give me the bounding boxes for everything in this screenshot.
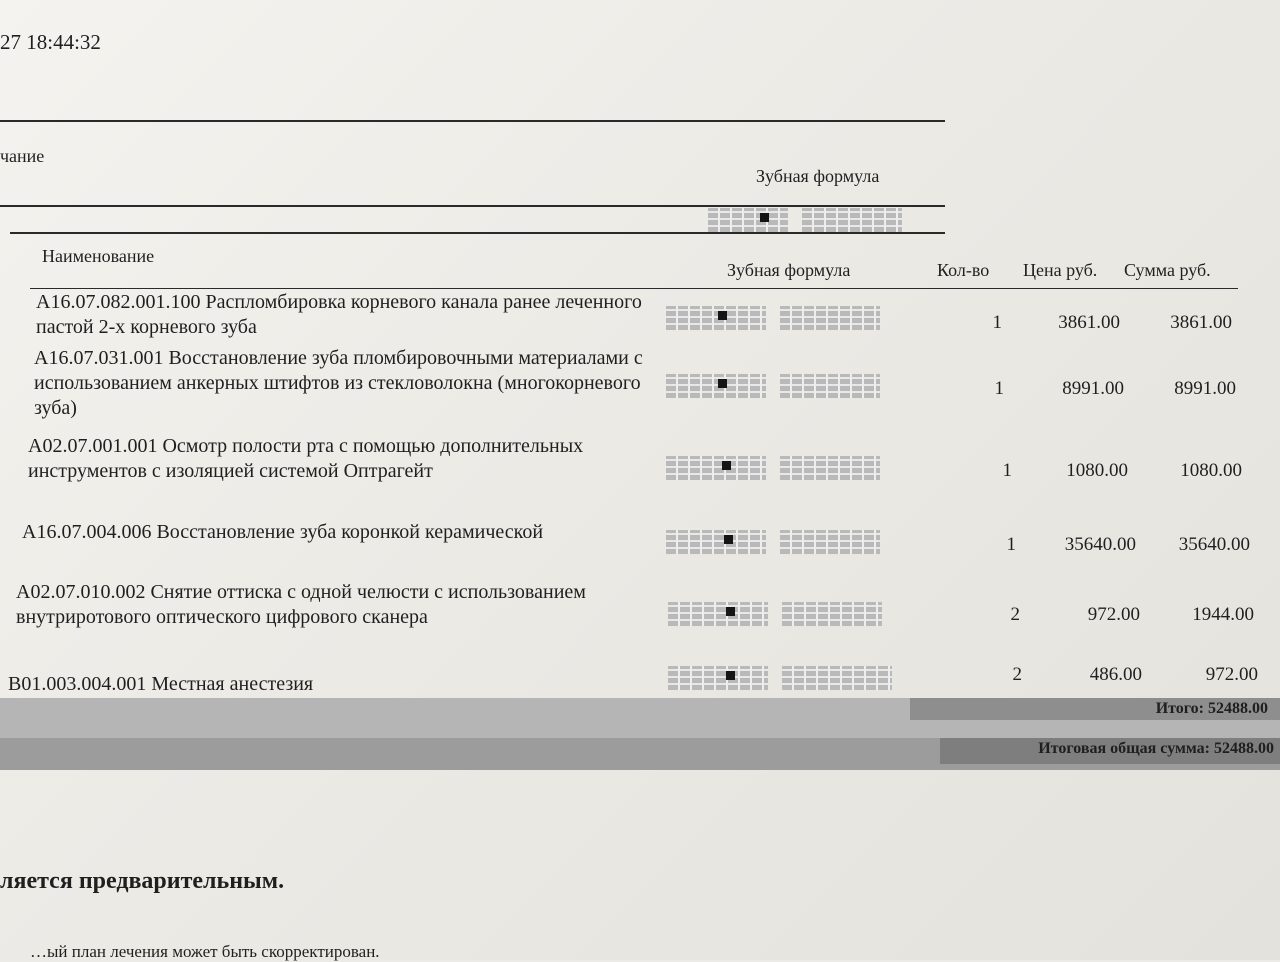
selected-tooth-marker [718,379,727,388]
service-name: A02.07.001.001 Осмотр полости рта с помощью дополнительных инструментов с изоляцией системой Оптрагейт [28,435,584,482]
qty-cell: 1 [1002,460,1012,481]
tooth-quadrant [666,374,766,398]
table-top-rule [10,232,945,234]
sum-cell: 972.00 [1205,664,1258,685]
service-name: A16.07.082.001.100 Распломбировка корневого канала ранее леченного пастой 2-х корневого зуба [36,291,642,338]
price-cell: 35640.00 [1064,534,1136,555]
sum-cell: 1944.00 [1192,604,1254,625]
tooth-quadrant [666,456,766,480]
service-name: A02.07.010.002 Снятие оттиска с одной челюсти с использованием внутриротового оптического цифрового сканера [16,581,586,628]
price-cell: 486.00 [1089,664,1142,685]
tooth-formula [666,306,880,330]
qty-cell: 1 [992,312,1002,333]
selected-tooth-marker [726,607,735,616]
qty-cell: 1 [994,378,1004,399]
tooth-formula [666,530,880,554]
header-partial-label: чание [0,146,45,166]
tooth-formula [668,602,882,626]
tooth-quadrant [782,602,882,626]
footer-note: …ый план лечения может быть скорректирован. [30,942,380,961]
header-tooth-formula [708,208,902,232]
service-name: A16.07.004.006 Восстановление зуба коронкой керамической [22,521,544,543]
header-formula-label: Зубная формула [756,166,880,186]
price-cell: 8991.00 [1062,378,1124,399]
service-name: B01.003.004.001 Местная анестезия [8,673,314,695]
col-header-qty: Кол-во [937,260,990,280]
col-header-sum: Сумма руб. [1124,260,1211,280]
tooth-quadrant [780,456,880,480]
print-timestamp: 27 18:44:32 [0,30,101,54]
tooth-quadrant [782,666,892,690]
selected-tooth-marker [724,535,733,544]
selected-tooth-marker [760,213,769,222]
subtotal-text: Итого: 52488.00 [1155,700,1268,717]
price-cell: 1080.00 [1066,460,1128,481]
service-name: A16.07.031.001 Восстановление зуба пломбировочными материалами с использованием анкерных штифтов из стекловолокна (многокорневого зуба) [34,347,643,419]
tooth-quadrant [780,374,880,398]
col-header-formula: Зубная формула [727,260,851,280]
header-bottom-rule [30,288,1238,289]
header-rule [0,120,945,122]
tooth-formula [666,374,880,398]
header-rule [0,205,945,207]
price-cell: 972.00 [1087,604,1140,625]
tooth-formula [666,456,880,480]
tooth-quadrant [780,306,880,330]
price-cell: 3861.00 [1058,312,1120,333]
col-header-name: Наименование [42,246,155,266]
sum-cell: 35640.00 [1178,534,1250,555]
tooth-quadrant [802,208,902,232]
tooth-formula [668,666,892,690]
sum-cell: 1080.00 [1180,460,1242,481]
grand-total-text: Итоговая общая сумма: 52488.00 [1038,740,1274,757]
selected-tooth-marker [726,671,735,680]
tooth-quadrant [668,666,768,690]
selected-tooth-marker [718,311,727,320]
sum-cell: 3861.00 [1170,312,1232,333]
tooth-quadrant [666,306,766,330]
preliminary-notice: ляется предварительным. [0,868,285,894]
tooth-quadrant [708,208,788,232]
selected-tooth-marker [722,461,731,470]
qty-cell: 2 [1012,664,1022,685]
sum-cell: 8991.00 [1174,378,1236,399]
tooth-quadrant [668,602,768,626]
col-header-price: Цена руб. [1023,260,1098,280]
qty-cell: 1 [1006,534,1016,555]
qty-cell: 2 [1010,604,1020,625]
tooth-quadrant [780,530,880,554]
tooth-quadrant [666,530,766,554]
